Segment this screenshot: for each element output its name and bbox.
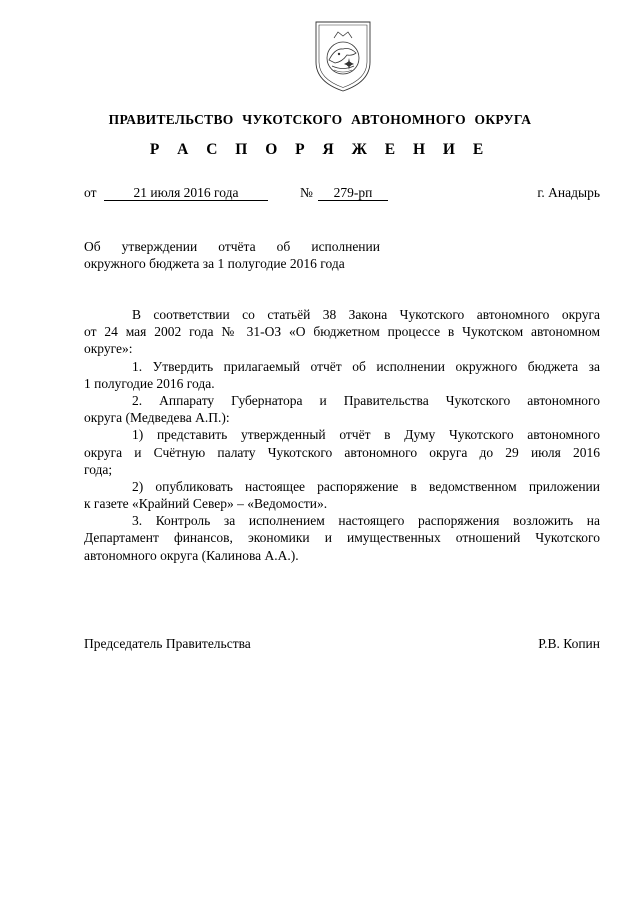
organization-title: ПРАВИТЕЛЬСТВО ЧУКОТСКОГО АВТОНОМНОГО ОКРУГА	[108, 112, 532, 127]
document-meta-row	[84, 185, 600, 205]
number-prefix: №	[300, 185, 313, 200]
subject-line: окружного бюджета за 1 полугодие 2016 года	[84, 256, 345, 271]
signatory-name: Р.В. Копин	[538, 636, 600, 651]
body-line: года;	[84, 461, 113, 477]
body-line: 1 полугодие 2016 года.	[84, 375, 215, 391]
body-line: округа и Счётную палату Чукотского автономного округа до 29 июля 2016	[84, 444, 600, 460]
signatory-position: Председатель Правительства	[84, 636, 251, 651]
body-line: от 24 мая 2002 года № 31-ОЗ «О бюджетном процессе в Чукотском автономном	[84, 324, 600, 340]
body-line: округе»:	[84, 341, 133, 357]
body-line: 2. Аппарату Губернатора и Правительства Чукотского автономного	[132, 392, 600, 408]
document-city: г. Анадырь	[537, 185, 600, 200]
body-line: 1. Утвердить прилагаемый отчёт об исполнении окружного бюджета за	[132, 358, 600, 374]
document-subject	[84, 238, 380, 272]
document-number: 279-рп	[318, 185, 388, 201]
body-line: автономного округа (Калинова А.А.).	[84, 547, 299, 563]
chukotka-coat-of-arms-icon	[312, 18, 374, 94]
date-prefix: от	[84, 185, 97, 200]
body-line: 1) представить утвержденный отчёт в Думу Чукотского автономного	[132, 427, 600, 443]
body-line: округа (Медведева А.П.):	[84, 410, 230, 426]
document-type-title: Р А С П О Р Я Ж Е Н И Е	[149, 141, 491, 158]
body-line: 3. Контроль за исполнением настоящего распоряжения возложить на	[132, 513, 600, 529]
subject-line: Об утверждении отчёта об исполнении	[84, 239, 380, 254]
body-line: В соответствии со статьёй 38 Закона Чукотского автономного округа	[132, 307, 600, 322]
body-line: 2) опубликовать настоящее распоряжение в ведомственном приложении	[132, 478, 600, 494]
body-line: Департамент финансов, экономики и имущественных отношений Чукотского	[84, 530, 600, 546]
document-body	[84, 306, 600, 564]
body-line: к газете «Крайний Север» – «Ведомости».	[84, 496, 328, 512]
document-date: 21 июля 2016 года	[104, 185, 268, 201]
